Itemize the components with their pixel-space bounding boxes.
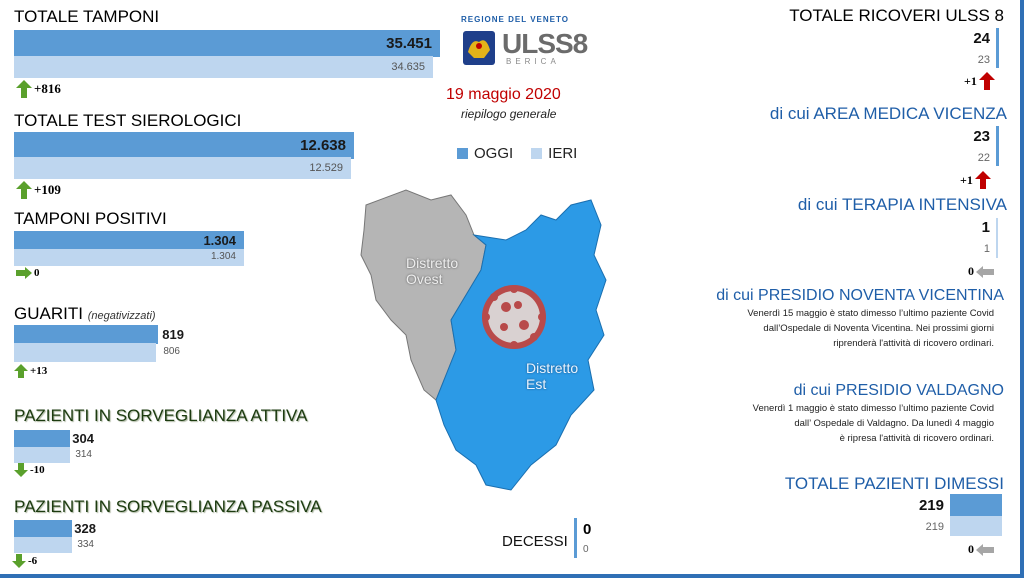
date-label: 19 maggio 2020 [446,86,561,103]
terapia-bar [996,218,998,258]
value-today-attiva: 304 [72,431,94,446]
bar-today-dimessi [950,494,1002,516]
area-medica-bar [996,126,999,166]
bar-yesterday-guariti [14,343,180,362]
value-today-tamponi: 35.451 [386,35,432,52]
left-arrow-icon [976,544,994,556]
district-map [356,185,614,501]
delta-value-positivi: 0 [34,267,40,279]
delta-terapia [968,264,994,279]
title-dimessi: TOTALE PAZIENTI DIMESSI [784,474,1004,493]
note-noventa [747,306,994,351]
value-today-sierologici: 12.638 [300,137,346,154]
title-sorveglianza-attiva: PAZIENTI IN SORVEGLIANZA ATTIVA [14,406,308,425]
title-guariti [14,304,156,324]
veneto-crest-logo [462,30,496,66]
value-yesterday-guariti: 806 [163,346,180,357]
down-arrow-icon [12,554,26,568]
bar-today-tamponi [14,30,440,57]
legend-yesterday-swatch [531,148,542,159]
bar-today-guariti [14,325,184,344]
map-label-est: Distretto Est [526,360,579,392]
bar-today-positivi [14,231,244,251]
title-area-medica: di cui AREA MEDICA VICENZA [769,104,1007,123]
bar-today-passiva [14,520,96,537]
delta-guariti [14,364,47,378]
up-arrow-icon [16,80,32,98]
delta-value-ricoveri: +1 [964,73,977,88]
note-valdagno-line: Venerdì 1 maggio è stato dimesso l’ultimo paziente Covid [752,403,994,414]
delta-positivi [16,267,40,279]
title-totale-ricoveri: TOTALE RICOVERI ULSS 8 [789,6,1004,25]
dimessi-yesterday: 219 [925,521,944,533]
dimessi-today: 219 [918,497,944,514]
value-yesterday-positivi: 1.304 [210,251,236,262]
ulss8-sub: BERICA [506,57,560,66]
note-noventa-line: Venerdì 15 maggio è stato dimesso l’ultimo paziente Covid [747,308,994,319]
ulss8-logo-text: ULSS8 [502,28,588,59]
down-arrow-icon [14,463,28,477]
delta-sierologici [16,181,61,199]
delta-tamponi [16,80,61,98]
legend-today-swatch [457,148,468,159]
note-valdagno [753,401,994,446]
value-yesterday-passiva: 334 [77,539,94,550]
bar-today-sierologici [14,132,354,159]
title-sorveglianza-passiva: PAZIENTI IN SORVEGLIANZA PASSIVA [14,497,322,516]
up-arrow-icon [14,364,28,378]
terapia-today: 1 [981,219,990,236]
decessi-bar [574,518,577,558]
bar-yesterday-dimessi [950,516,1002,536]
note-valdagno-line: dall’ Ospedale di Valdagno. Da lunedì 4 maggio [794,418,994,429]
right-arrow-icon [16,267,32,279]
delta-value-passiva: -6 [28,555,38,567]
title-valdagno: di cui PRESIDIO VALDAGNO [793,382,1004,399]
note-valdagno-line: è ripresa l'attività di ricovero ordinari. [839,433,994,444]
note-noventa-line: riprenderà l'attività di ricovero ordinari. [833,338,994,349]
subtitle-label: riepilogo generale [461,107,557,121]
delta-area-medica [960,171,991,189]
bar-today-attiva [14,430,94,447]
legend-today-label: OGGI [474,145,514,162]
delta-passiva [12,554,37,568]
delta-value-attiva: -10 [30,464,45,476]
delta-value-terapia: 0 [968,264,974,278]
region-label: REGIONE DEL VENETO [461,15,569,24]
title-guariti-note: (negativizzati) [87,310,156,322]
delta-value-area-medica: +1 [960,172,973,187]
left-arrow-icon [976,266,994,278]
map-label-ovest: Distretto Ovest [406,255,459,287]
delta-value-tamponi: +816 [34,81,61,96]
decessi-yesterday: 0 [583,544,589,555]
note-noventa-line: dall’Ospedale di Noventa Vicentina. Nei prossimi giorni [763,323,994,334]
ricoveri-bar [996,28,999,68]
up-arrow-icon [16,181,32,199]
delta-attiva [14,463,45,477]
bar-yesterday-passiva [14,537,94,553]
legend-yesterday-label: IERI [548,145,578,162]
delta-dimessi [968,542,994,557]
value-today-positivi: 1.304 [203,233,236,248]
area-medica-today: 23 [973,128,990,145]
ricoveri-today: 24 [973,30,990,47]
bar-yesterday-positivi [14,249,244,266]
title-test-sierologici: TOTALE TEST SIEROLOGICI [14,111,242,130]
value-yesterday-tamponi: 34.635 [391,61,425,73]
decessi-label: DECESSI [502,533,568,550]
value-today-passiva: 328 [74,521,96,536]
terapia-yesterday: 1 [983,243,990,255]
up-arrow-icon [979,72,995,90]
delta-value-sierologici: +109 [34,182,61,197]
title-terapia-intensiva: di cui TERAPIA INTENSIVA [797,195,1007,214]
title-guariti-text: GUARITI [14,304,83,323]
value-yesterday-sierologici: 12.529 [309,162,343,174]
ricoveri-yesterday: 23 [977,54,990,66]
delta-value-guariti: +13 [30,365,48,377]
title-tamponi-positivi: TAMPONI POSITIVI [14,209,167,228]
bar-yesterday-sierologici [14,157,351,179]
virus-icon [482,285,546,349]
bar-yesterday-attiva [14,447,92,463]
delta-value-dimessi: 0 [968,542,974,556]
up-arrow-icon [975,171,991,189]
ulss8-logo [502,28,587,60]
value-yesterday-attiva: 314 [75,449,92,460]
delta-ricoveri [964,72,995,90]
legend [457,145,577,162]
area-medica-yesterday: 22 [977,152,990,164]
value-today-guariti: 819 [162,327,184,342]
bar-yesterday-tamponi [14,56,433,78]
title-noventa: di cui PRESIDIO NOVENTA VICENTINA [716,287,1004,304]
decessi-today: 0 [583,521,592,538]
title-totale-tamponi: TOTALE TAMPONI [14,7,160,26]
